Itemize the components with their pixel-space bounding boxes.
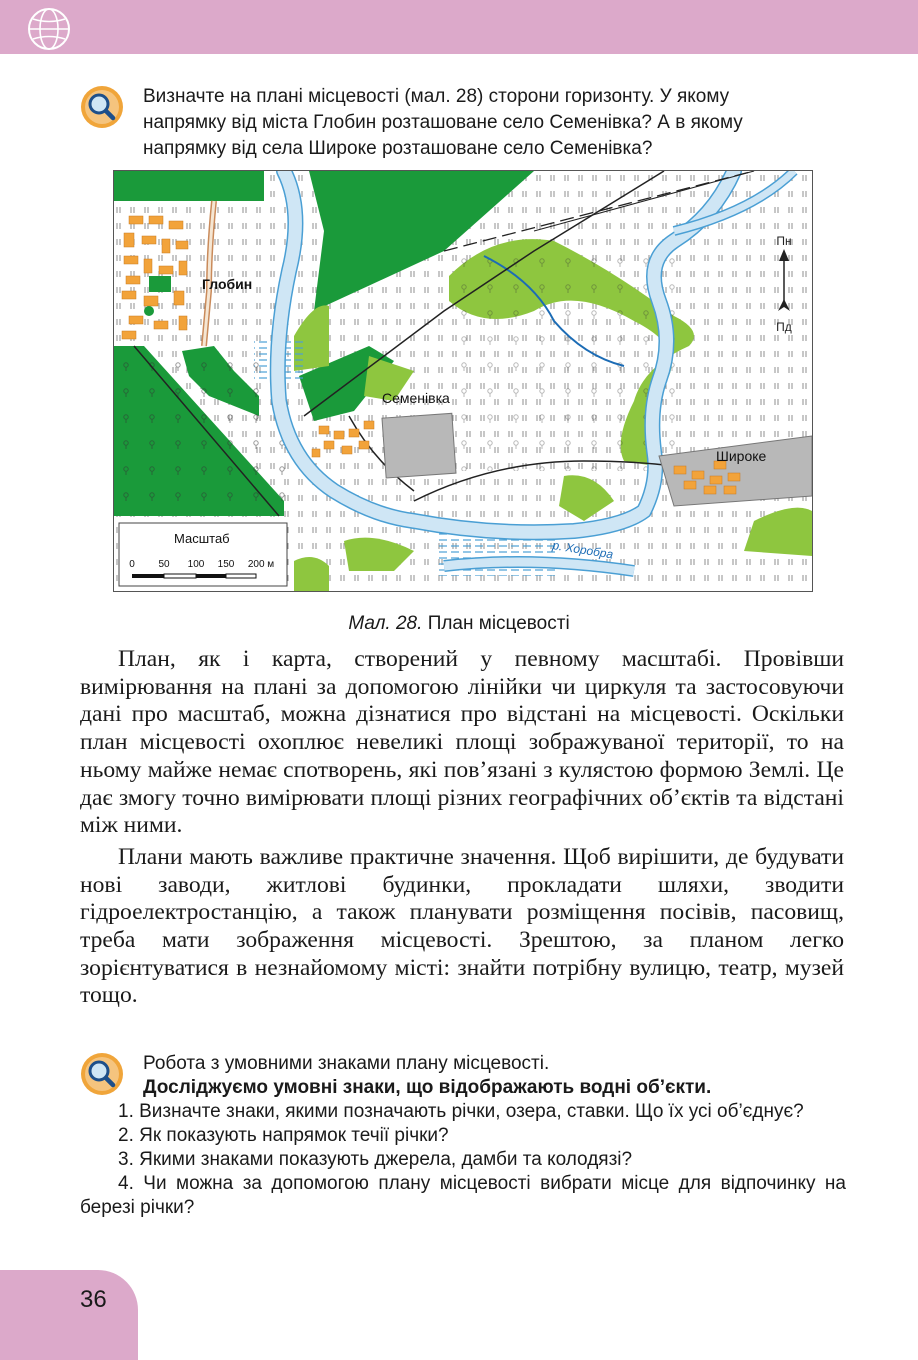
scale-tick: 0 — [129, 559, 135, 570]
river-label: р. Хоробра — [551, 538, 615, 562]
paragraph: План, як і карта, створений у певному масштабі. Провівши вимірювання на плані за допомогою лінійки чи циркуля та застосовуючи дані про масштаб, можна дізнатися про відстані на місцевості. Оскільки план місцевості охоплює невеликі площі зображуваної території, то на ньому майже немає спотворень, які пов’язані з кулястою формою Землі. Це дає змогу точно вимірювати площі різних географічних об’єктів та відстані між ними. — [80, 646, 844, 839]
task-intro: Робота з умовними знаками плану місцевості. — [143, 1053, 550, 1074]
question-item: 1. Визначте знаки, якими позначають річки, озера, ставки. Що їх усі об’єднує? — [118, 1101, 804, 1122]
page-tab — [0, 1270, 138, 1360]
south-label: Пд — [776, 320, 792, 334]
task-heading: Досліджуємо умовні знаки, що відображають водні об’єкти. — [143, 1077, 712, 1098]
task-instructions — [143, 84, 848, 162]
task-line: Визначте на плані місцевості (мал. 28) сторони горизонту. У якому — [143, 86, 730, 107]
scale-tick: 150 — [217, 559, 235, 570]
figure-number: Мал. 28. — [348, 613, 423, 634]
scale-bar — [132, 574, 256, 578]
question-item: 3. Якими знаками показують джерела, дамби та колодязі? — [118, 1149, 633, 1170]
question-item: 2. Як показують напрямок течії річки? — [118, 1125, 449, 1146]
page-number: 36 — [80, 1286, 107, 1313]
terrain-plan-map — [113, 170, 813, 592]
scale-title: Масштаб — [174, 531, 230, 546]
paragraph: Плани мають важливе практичне значення. Щоб вирішити, де будувати нові заводи, житлові будинки, прокладати шляхи, зводити гідроелектростанцію, а також планувати розміщення посівів, пасовищ, треба мати зображення місцевості. Зрештою, за планом легко зорієнтуватися в незнайомому місті: знайти потрібну вулицю, театр, музей тощо. — [80, 843, 844, 1009]
scale-tick: 200 м — [247, 559, 275, 570]
semenivka-label: Семенівка — [382, 390, 450, 406]
figure-caption — [0, 613, 918, 635]
forest-area — [114, 171, 264, 201]
magnifier-icon — [80, 85, 124, 129]
task-block — [80, 1052, 846, 1220]
task-line: напрямку від села Широке розташоване село Семенівка? — [143, 138, 653, 159]
north-label: Пн — [776, 234, 792, 248]
task-line: напрямку від міста Глобин розташоване село Семенівка? А в якому — [143, 112, 743, 133]
question-item: 4. Чи можна за допомогою плану місцевості вибрати місце для відпочинку на березі річки? — [80, 1173, 846, 1218]
figure-title: План місцевості — [427, 613, 570, 634]
body-text — [80, 646, 844, 1014]
industrial-zone — [382, 413, 456, 478]
globe-icon — [26, 6, 72, 52]
header-bar — [0, 0, 918, 54]
globyn-label: Глобин — [202, 276, 253, 292]
shyroke-label: Широке — [716, 448, 767, 464]
scale-tick: 100 — [187, 559, 205, 570]
scale-tick: 50 — [158, 559, 170, 570]
